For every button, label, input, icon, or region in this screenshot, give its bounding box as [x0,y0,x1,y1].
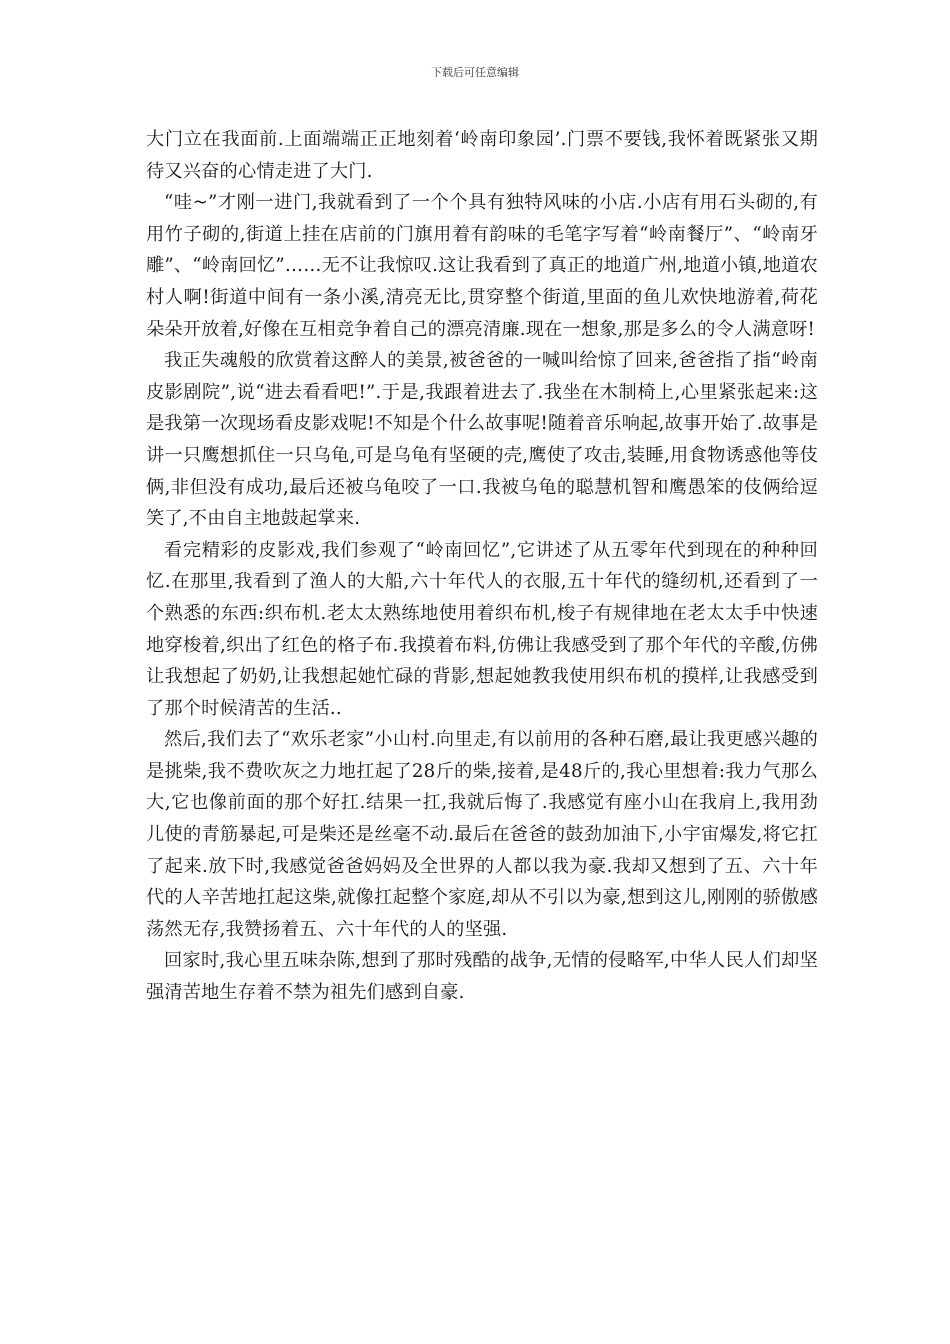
paragraph: 看完精彩的皮影戏,我们参观了“岭南回忆”,它讲述了从五零年代到现在的种种回忆.在那里,我看到了渔人的大船,六十年代人的衣服,五十年代的缝纫机,还看到了一个熟悉的东西:织布机.老太太熟练地使用着织布机,梭子有规律地在老太太手中快速地穿梭着,织出了红色的格子布.我摸着布料,仿佛让我感受到了那个年代的辛酸,仿佛让我想起了奶奶,让我想起她忙碌的背影,想起她教我使用织布机的摸样,让我感受到了那个时候清苦的生活.. [146,539,818,719]
paragraph: 然后,我们去了“欢乐老家”小山村.向里走,有以前用的各种石磨,最让我更感兴趣的是挑柴,我不费吹灰之力地扛起了28斤的柴,接着,是48斤的,我心里想着:我力气那么大,它也像前面的那个好扛.结果一扛,我就后悔了.我感觉有座小山在我肩上,我用劲儿使的青筋暴起,可是柴还是丝毫不动.最后在爸爸的鼓劲加油下,小宇宙爆发,将它扛了起来.放下时,我感觉爸爸妈妈及全世界的人都以我为豪.我却又想到了五、六十年代的人辛苦地扛起这柴,就像扛起整个家庭,却从不引以为豪,想到这儿,刚刚的骄傲感荡然无存,我赞扬着五、六十年代的人的坚强. [146,729,818,940]
page-header-note: 下载后可任意编辑 [431,66,519,79]
paragraph: 我正失魂般的欣赏着这醉人的美景,被爸爸的一喊叫给惊了回来,爸爸指了指“岭南皮影剧院”,说“进去看看吧!”.于是,我跟着进去了.我坐在木制椅上,心里紧张起来:这是我第一次现场看皮影戏呢!不知是个什么故事呢!随着音乐响起,故事开始了.故事是讲一只鹰想抓住一只乌龟,可是乌龟有坚硬的壳,鹰使了攻击,装睡,用食物诱惑他等伎俩,非但没有成功,最后还被乌龟咬了一口.我被乌龟的聪慧机智和鹰愚笨的伎俩给逗笑了,不由自主地鼓起掌来. [146,350,818,530]
paragraph: “哇~”才刚一进门,我就看到了一个个具有独特风味的小店.小店有用石头砌的,有用竹子砌的,街道上挂在店前的门旗用着有韵味的毛笔字写着“岭南餐厅”、“岭南牙雕”、“岭南回忆”……无不让我惊叹.这让我看到了真正的地道广州,地道小镇,地道农村人啊!街道中间有一条小溪,清亮无比,贯穿整个街道,里面的鱼儿欢快地游着,荷花朵朵开放着,好像在互相竞争着自己的漂亮清廉.现在一想象,那是多么的令人满意呀! [146,192,818,340]
paragraph: 大门立在我面前.上面端端正正地刻着‘岭南印象园’.门票不要钱,我怀着既紧张又期待又兴奋的心情走进了大门. [146,129,818,182]
paragraph: 回家时,我心里五味杂陈,想到了那时残酷的战争,无情的侵略军,中华人民人们却坚强清苦地生存着不禁为祖先们感到自豪. [146,950,818,1004]
document-body [146,124,818,1009]
